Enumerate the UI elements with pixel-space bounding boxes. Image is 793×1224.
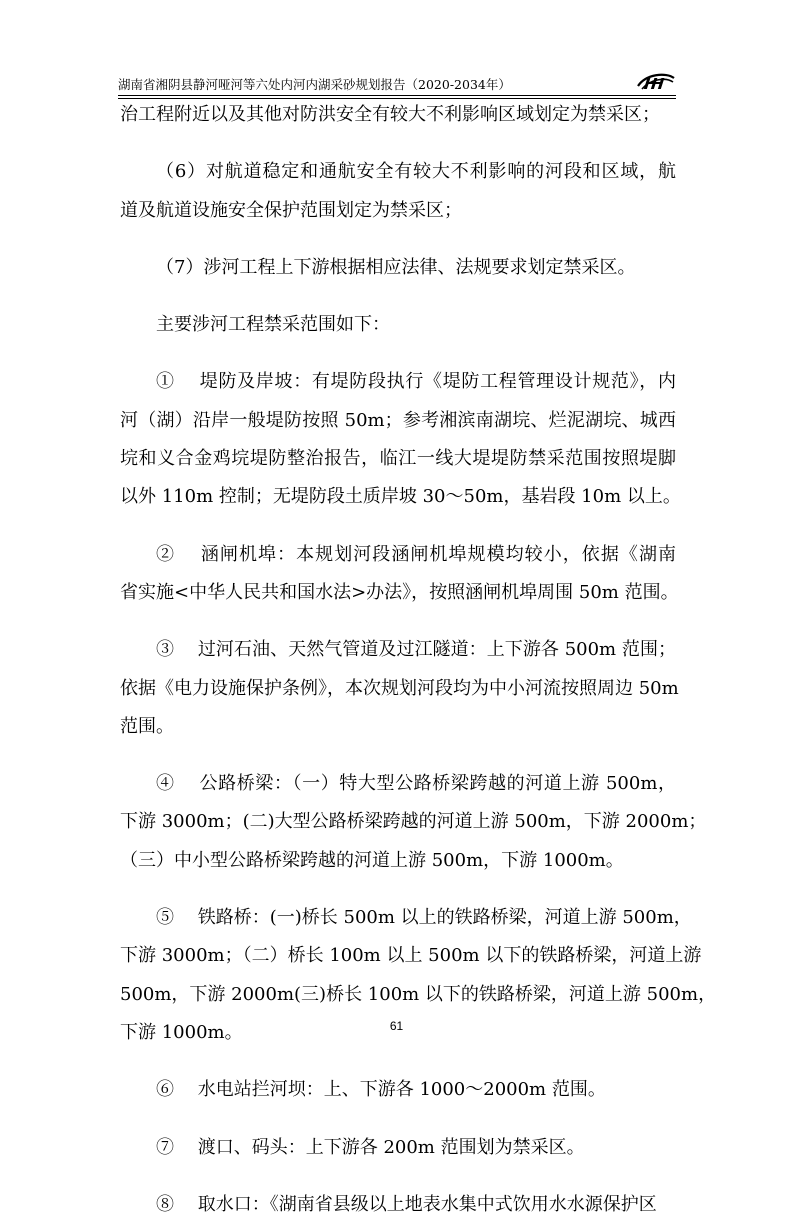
text-line: （6）对航道稳定和通航安全有较大不利影响的河段和区域，航 [156,161,676,183]
paragraph-gap [120,344,676,363]
header-title: 湖南省湘阴县静河哑河等六处内河内湖采砂规划报告（2020-2034年） [118,77,511,92]
paragraph [120,536,679,613]
paragraph-gap [120,1052,676,1071]
paragraph [120,96,676,134]
paragraph [120,1186,676,1224]
text-line: 下游 3000m；(二)大型公路桥梁跨越的河道上游 500m，下游 2000m； [120,811,707,833]
text-line: 下游 1000m。 [120,1021,243,1043]
text-line: ① 堤防及岸坡：有堤防段执行《堤防工程管理设计规范》，内 [156,371,676,393]
text-line: 以外 110m 控制；无堤防段土质岸坡 30～50m，基岩段 10m 以上。 [120,486,681,508]
paragraph-gap [120,746,676,765]
text-line: （三）中小型公路桥梁跨越的河道上游 500m，下游 1000m。 [120,849,624,871]
page-number: 61 [389,1019,404,1033]
text-line: 500m，下游 2000m(三)桥长 100m 以下的铁路桥梁，河道上游 500m， [120,983,717,1005]
text-line: ③ 过河石油、天然气管道及过江隧道：上下游各 500m 范围； [156,639,676,661]
paragraph [120,631,679,746]
paragraph [120,306,676,344]
institute-logo-icon [636,70,676,92]
text-line: （7）涉河工程上下游根据相应法律、法规要求划定禁采区。 [156,256,636,278]
paragraph-gap [120,517,676,536]
text-line: ⑧ 取水口：《湖南省县级以上地表水集中式饮用水水源保护区 [156,1193,657,1215]
paragraph-gap [120,1167,676,1186]
paragraph [120,363,681,516]
paragraph-gap [120,230,676,249]
paragraph [120,153,676,230]
paragraph [120,1129,676,1167]
paragraph [120,249,676,287]
text-line: 治工程附近以及其他对防洪安全有较大不利影响区域划定为禁采区； [120,104,660,125]
paragraph-gap [120,287,676,306]
text-line: 下游 3000m；（二）桥长 100m 以上 500m 以下的铁路桥梁，河道上游 [120,945,702,967]
text-line: 依据《电力设施保护条例》，本次规划河段均为中小河流按照周边 50m [120,677,679,699]
text-line: 范围。 [120,715,174,737]
body-text [120,96,717,1224]
paragraph-gap [120,880,676,899]
text-line: ⑥ 水电站拦河坝：上、下游各 1000～2000m 范围。 [156,1079,606,1101]
paragraph-gap [120,1110,676,1129]
text-line: 省实施<中华人民共和国水法>办法》，按照涵闸机埠周围 50m 范围。 [120,581,679,603]
paragraph-gap [120,134,676,153]
text-line: 主要涉河工程禁采范围如下： [156,314,390,336]
text-line: ④ 公路桥梁：（一）特大型公路桥梁跨越的河道上游 500m， [156,773,676,795]
text-line: 道及航道设施安全保护范围划定为禁采区； [120,199,462,221]
paragraph [120,765,707,880]
text-line: ⑤ 铁路桥：(一)桥长 500m 以上的铁路桥梁，河道上游 500m， [156,907,692,929]
text-line: 河（湖）沿岸一般堤防按照 50m；参考湘滨南湖垸、烂泥湖垸、城西 [120,409,676,431]
text-line: ② 涵闸机埠：本规划河段涵闸机埠规模均较小，依据《湖南 [156,543,676,565]
text-line: 垸和义合金鸡垸堤防整治报告，临江一线大堤堤防禁采范围按照堤脚 [120,448,676,470]
paragraph-gap [120,612,676,631]
paragraph [120,1071,676,1109]
text-line: ⑦ 渡口、码头：上下游各 200m 范围划为禁采区。 [156,1136,585,1158]
page-header [118,64,676,100]
